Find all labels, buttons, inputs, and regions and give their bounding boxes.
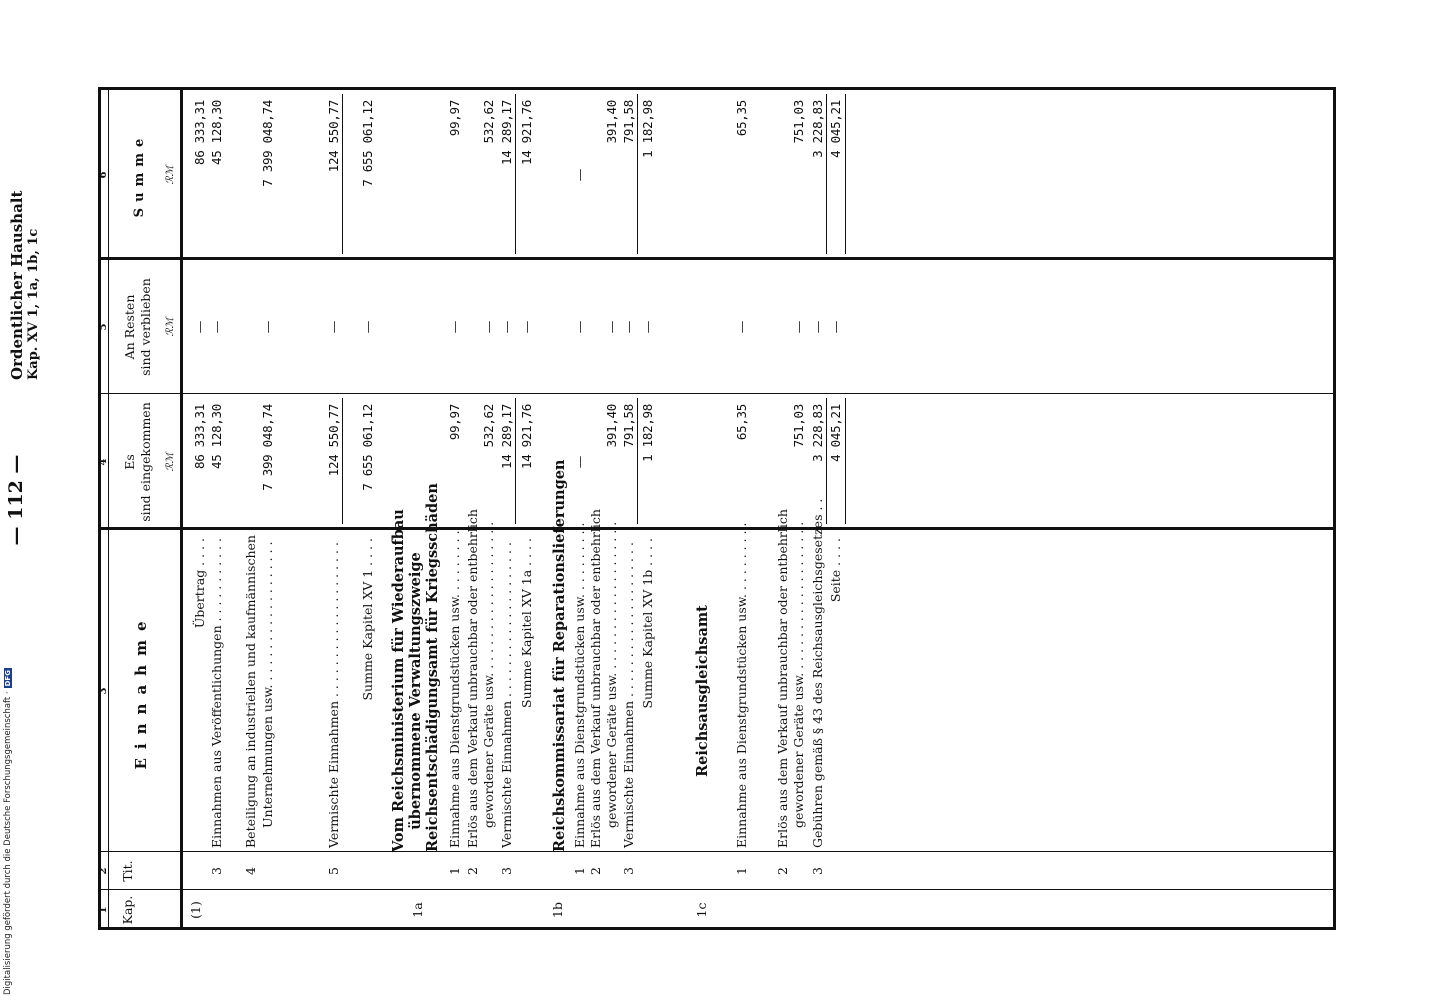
row-text-line1: Erlös aus dem Verkauf unbrauchbar oder entbehrlich: [588, 509, 603, 848]
row-value-received: 65,35: [734, 404, 749, 441]
row-value-remaining: —: [572, 320, 587, 334]
header-col5: [122, 260, 154, 394]
page-total-sum: 4 045,21: [828, 100, 843, 158]
subtotal-rule: [515, 398, 516, 524]
carry-over-label: Übertrag . . . .: [192, 538, 207, 629]
page-title: Ordentlicher Haushalt: [8, 190, 26, 380]
section-heading-line: übernommene Verwaltungszweige: [407, 552, 424, 830]
section-heading-line: Reichskommissariat für Reparationslieferungen: [551, 459, 568, 852]
kap-cell: 1b: [550, 902, 565, 918]
header-col4-line2: sind eingekommen: [138, 402, 153, 522]
row-value-received: 3 228,83: [810, 404, 825, 462]
colnum-5: 5: [98, 323, 109, 331]
page-total-received: 4 045,21: [828, 404, 843, 462]
section-heading-line: Reichsausgleichsamt: [694, 605, 711, 777]
colnum-1: 1: [98, 906, 109, 914]
row-value-sum: 7 399 048,74: [260, 100, 275, 187]
kap-cell: 1c: [694, 902, 709, 918]
sum-value-remaining: —: [519, 320, 534, 334]
header-col4-line1: Es: [122, 454, 137, 470]
tit-cell: 1: [447, 867, 462, 875]
kap-cell: (1): [188, 901, 203, 919]
row-value-sum: 99,97: [447, 100, 462, 137]
subtotal-rule: [342, 398, 343, 524]
row-value-remaining: —: [499, 320, 514, 334]
digitization-note-text: Digitalisierung gefördert durch die Deutsche Forschungsgemeinschaft: [3, 696, 13, 995]
row-value-remaining: —: [604, 320, 619, 334]
sum-label: Summe Kapitel XV 1a . . . .: [519, 538, 534, 708]
row-value-sum: 65,35: [734, 100, 749, 137]
unit-col5: ℛℳ: [165, 317, 176, 337]
sum-value-received: 1 182,98: [640, 404, 655, 462]
sum-value-total: 7 655 061,12: [360, 100, 375, 187]
row-value-received: 7 399 048,74: [260, 404, 275, 491]
subtotal-rule: [637, 398, 638, 524]
unit-col4: ℛℳ: [165, 452, 176, 472]
tit-cell: 3: [810, 867, 825, 875]
tit-cell: 1: [734, 867, 749, 875]
header-col5-line2: sind verblieben: [138, 278, 153, 376]
row-value-remaining: —: [209, 320, 224, 334]
sum-value-total: 1 182,98: [640, 100, 655, 158]
subtotal-rule: [637, 94, 638, 254]
col-sep-tit: [98, 851, 1334, 852]
header-col5-line1: An Resten: [122, 294, 137, 360]
header-einnahme: Einnahme: [132, 612, 150, 770]
row-text: Vermischte Einnahmen . . . . . . . . . . . . . . . . . . . .: [326, 542, 341, 848]
dfg-logo: DFG: [4, 670, 12, 687]
row-value-remaining: —: [260, 320, 275, 334]
row-value-received: 532,62: [481, 404, 496, 448]
row-value-sum: 532,62: [481, 100, 496, 144]
sum-label: Summe Kapitel XV 1b . . . .: [640, 538, 655, 709]
row-value-sum: 86 333,31: [192, 100, 207, 166]
page-number: — 112 —: [5, 454, 27, 546]
col-sep-text: [98, 527, 1334, 530]
row-value-received: 391,40: [604, 404, 619, 448]
sum-value-remaining: —: [640, 320, 655, 334]
col-sep-kap: [98, 889, 1334, 890]
colnum-4: 4: [98, 458, 109, 466]
row-text: Einnahmen aus Veröffentlichungen . . . . . . . . . . .: [209, 537, 224, 848]
tit-cell: 5: [326, 867, 341, 875]
tit-cell: 3: [499, 867, 514, 875]
colnum-6: 6: [98, 171, 109, 179]
header-tit: Tit.: [120, 860, 135, 882]
row-value-sum: 391,40: [604, 100, 619, 144]
row-text: Einnahme aus Dienstgrundstücken usw. . . . . . . . .: [447, 530, 462, 848]
header-col4: [122, 394, 154, 530]
row-text-line2: gewordener Geräte usw. . . . . . . . . . . . . . . . . . . .: [791, 521, 806, 828]
tit-cell: 1: [572, 867, 587, 875]
digitization-note: Digitalisierung gefördert durch die Deutsche Forschungsgemeinschaft ·DFG: [3, 670, 13, 995]
table-right-rule: [98, 87, 1334, 90]
colnum-2: 2: [98, 867, 109, 875]
section-heading-line: Vom Reichsministerium für Wiederaufbau: [390, 509, 407, 852]
row-value-sum: 124 550,77: [326, 100, 341, 173]
row-value-sum: 14 289,17: [499, 100, 514, 166]
row-value-sum: 3 228,83: [810, 100, 825, 158]
page-total-remaining: —: [828, 320, 843, 334]
row-value-remaining: —: [326, 320, 341, 334]
header-summe: Summe: [132, 132, 147, 218]
subtotal-rule: [826, 398, 827, 524]
page-total-rule: [845, 398, 846, 524]
sum-value-received: 14 921,76: [519, 404, 534, 470]
row-value-received: 99,97: [447, 404, 462, 441]
row-text-line2: Unternehmungen usw. . . . . . . . . . . . . . . . . . .: [260, 541, 275, 828]
row-value-remaining: —: [447, 320, 462, 334]
row-value-received: 124 550,77: [326, 404, 341, 477]
section-heading-line: Reichsentschädigungsamt für Kriegsschäden: [424, 483, 441, 852]
row-text-line2: gewordener Geräte usw. . . . . . . . . . . . . . . . . . . .: [604, 521, 619, 828]
row-text-line2: gewordener Geräte usw. . . . . . . . . . . . . . . . . . . .: [481, 521, 496, 828]
row-value-sum: —: [572, 168, 587, 182]
page-subtitle: Kap. XV 1, 1a, 1b, 1c: [26, 228, 41, 380]
row-text-line1: Erlös aus dem Verkauf unbrauchbar oder entbehrlich: [775, 509, 790, 848]
row-value-remaining: —: [810, 320, 825, 334]
row-text: Gebühren gemäß § 43 des Reichsausgleichsgesetzes . .: [810, 498, 825, 848]
row-value-remaining: —: [734, 320, 749, 334]
tit-cell: 4: [243, 867, 258, 875]
col-sep-5: [98, 257, 1334, 260]
col-sep-4: [98, 393, 1334, 394]
tit-cell: 2: [775, 867, 790, 875]
row-value-received: 45 128,30: [209, 404, 224, 470]
row-value-remaining: —: [791, 320, 806, 334]
row-value-sum: 791,58: [621, 100, 636, 144]
colnum-3: 3: [98, 687, 109, 695]
sum-value-total: 14 921,76: [519, 100, 534, 166]
kap-cell: 1a: [410, 902, 425, 918]
row-value-received: 14 289,17: [499, 404, 514, 470]
subtotal-rule: [342, 94, 343, 254]
header-kap: Kap.: [120, 895, 135, 925]
sum-value-received: 7 655 061,12: [360, 404, 375, 491]
tit-cell: 3: [621, 867, 636, 875]
row-text: Vermischte Einnahmen . . . . . . . . . . . . . . . . . . . .: [621, 542, 636, 848]
tit-cell: 3: [209, 867, 224, 875]
section-heading: [694, 530, 711, 852]
header-bottom-rule: [180, 87, 183, 930]
row-value-sum: 45 128,30: [209, 100, 224, 166]
section-heading: [390, 483, 441, 852]
row-text: Einnahme aus Dienstgrundstücken usw. . . . . . . . . .: [572, 522, 587, 848]
page-total-label: Seite . . . .: [828, 538, 843, 603]
row-text: Einnahme aus Dienstgrundstücken usw. . . . . . . . . .: [734, 522, 749, 848]
row-value-received: —: [572, 455, 587, 469]
row-value-received: 791,58: [621, 404, 636, 448]
subtotal-rule: [826, 94, 827, 254]
table-left-rule: [98, 927, 1334, 930]
tit-cell: 2: [465, 867, 480, 875]
section-heading: [551, 459, 568, 852]
tit-cell: 2: [588, 867, 603, 875]
row-text-line1: Beteiligung an industriellen und kaufmännischen: [243, 535, 258, 848]
row-value-remaining: —: [621, 320, 636, 334]
row-value-remaining: —: [481, 320, 496, 334]
sum-label: Summe Kapitel XV 1 . . . .: [360, 538, 375, 701]
row-value-sum: 751,03: [791, 100, 806, 144]
row-text-line1: Erlös aus dem Verkauf unbrauchbar oder entbehrlich: [465, 509, 480, 848]
row-text: Vermischte Einnahmen . . . . . . . . . . . . . . . . . . . .: [499, 542, 514, 848]
row-value-received: 751,03: [791, 404, 806, 448]
page-total-rule: [845, 94, 846, 254]
table-bottom-rule: [1333, 87, 1336, 930]
sum-value-remaining: —: [360, 320, 375, 334]
row-value-remaining: —: [192, 320, 207, 334]
subtotal-rule: [515, 94, 516, 254]
unit-col6: ℛℳ: [165, 165, 176, 185]
row-value-received: 86 333,31: [192, 404, 207, 470]
